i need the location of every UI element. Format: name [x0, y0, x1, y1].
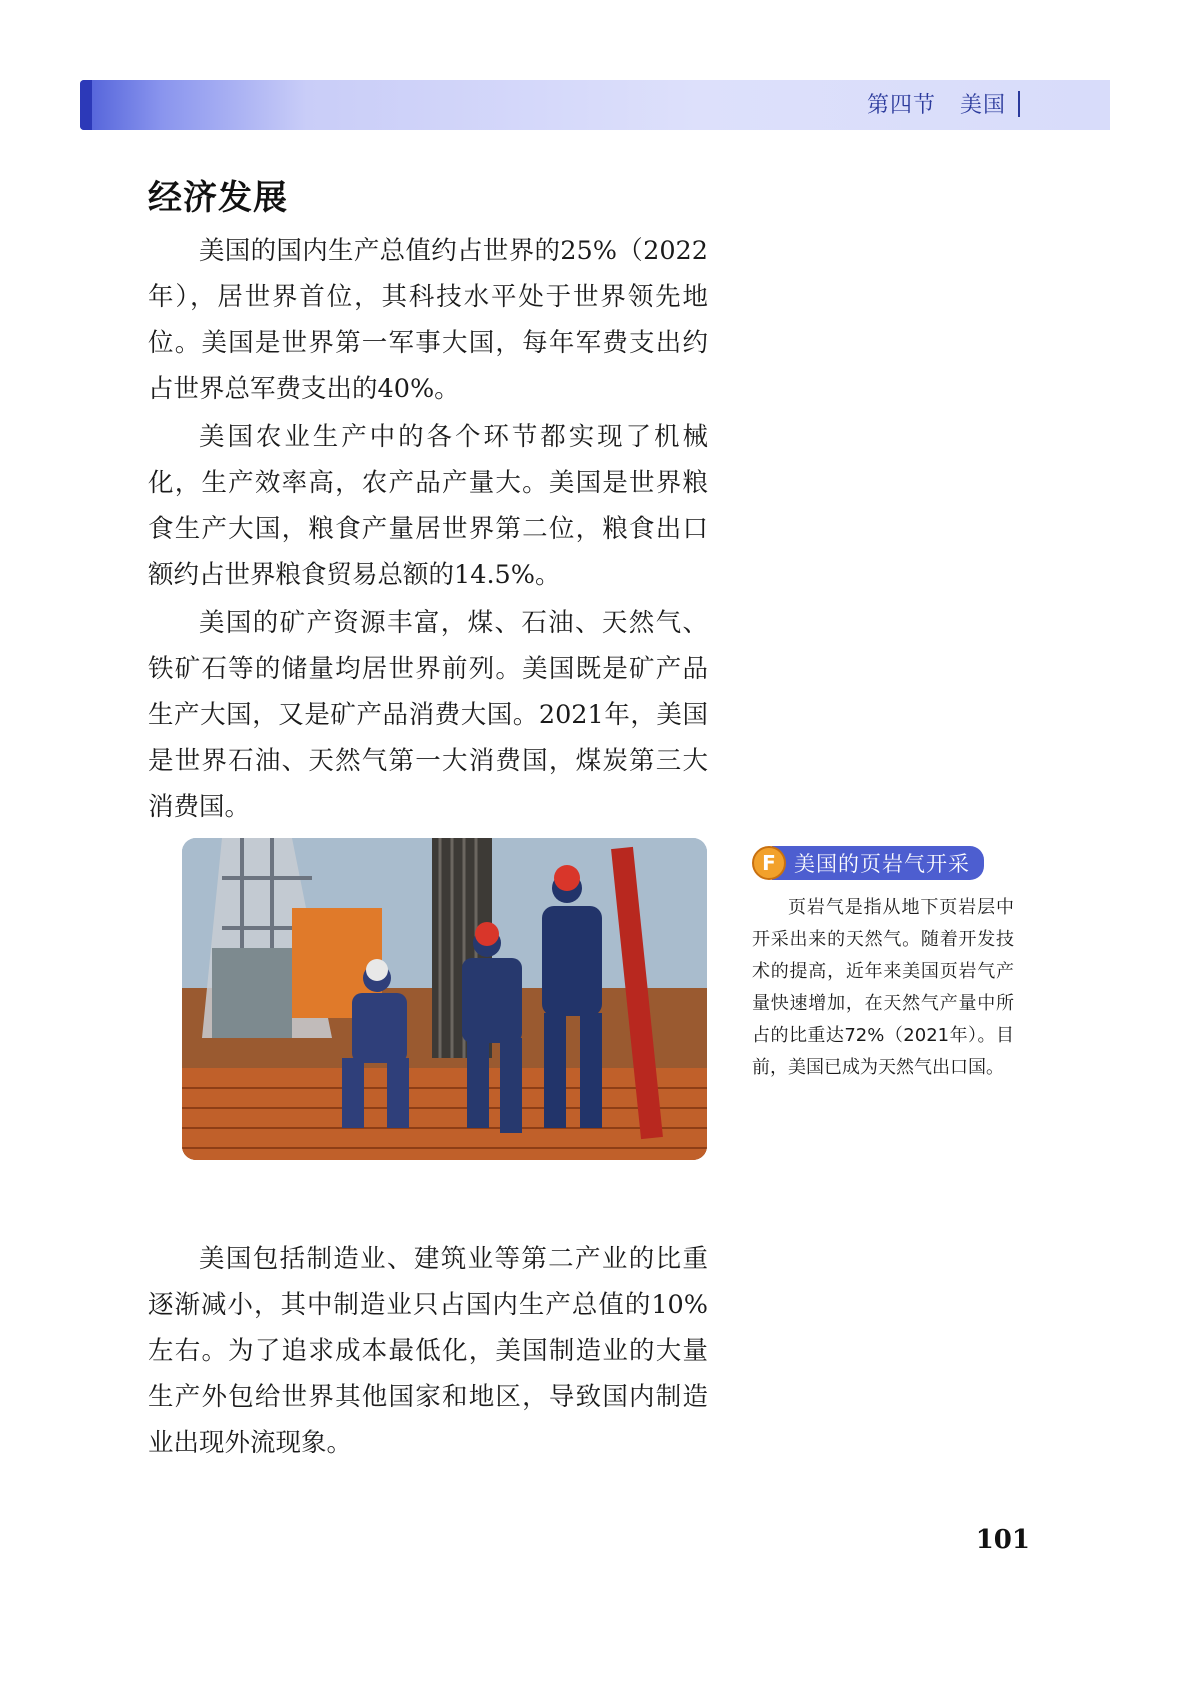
section-label: [867, 88, 1020, 119]
paragraph-agriculture: 美国农业生产中的各个环节都实现了机械化，生产效率高，农产品产量大。美国是世界粮食生产大国，粮食产量居世界第二位，粮食出口额约占世界粮食贸易总额的14.5%。: [148, 422, 708, 590]
header-divider: [1018, 91, 1020, 117]
body-text-top: [148, 228, 708, 832]
figure-caption: [752, 846, 1014, 1084]
paragraph-minerals: 美国的矿产资源丰富，煤、石油、天然气、铁矿石等的储量均居世界前列。美国既是矿产品生产大国，又是矿产品消费大国。2021年，美国是世界石油、天然气第一大消费国，煤炭第三大消费国。: [148, 608, 708, 822]
section-number: 第四节: [866, 93, 936, 118]
paragraph-gdp: 美国的国内生产总值约占世界的25%（2022年），居世界首位，其科技水平处于世界领先地位。美国是世界第一军事大国，每年军费支出约占世界总军费支出的40%。: [148, 236, 708, 404]
caption-text: 页岩气是指从地下页岩层中开采出来的天然气。随着开发技术的提高，近年来美国页岩气产量快速增加，在天然气产量中所占的比重达72%（2021年）。目前，美国已成为天然气出口国。: [752, 897, 1014, 1078]
section-title: 经济发展: [148, 178, 288, 218]
figure-badge: F: [752, 846, 786, 880]
shale-gas-drilling-photo: [182, 838, 707, 1160]
drilling-rig-illustration: [182, 838, 707, 1160]
body-text-bottom: [148, 1236, 708, 1468]
chapter-header-band: [80, 80, 1110, 130]
page-number: 101: [975, 1525, 1030, 1555]
caption-title: 美国的页岩气开采: [772, 846, 984, 880]
paragraph-manufacturing: 美国包括制造业、建筑业等第二产业的比重逐渐减小，其中制造业只占国内生产总值的10%左右。为了追求成本最低化，美国制造业的大量生产外包给世界其他国家和地区，导致国内制造业出现外流现象。: [148, 1244, 708, 1458]
caption-header: [752, 846, 1014, 880]
section-country: 美国: [959, 93, 1006, 118]
